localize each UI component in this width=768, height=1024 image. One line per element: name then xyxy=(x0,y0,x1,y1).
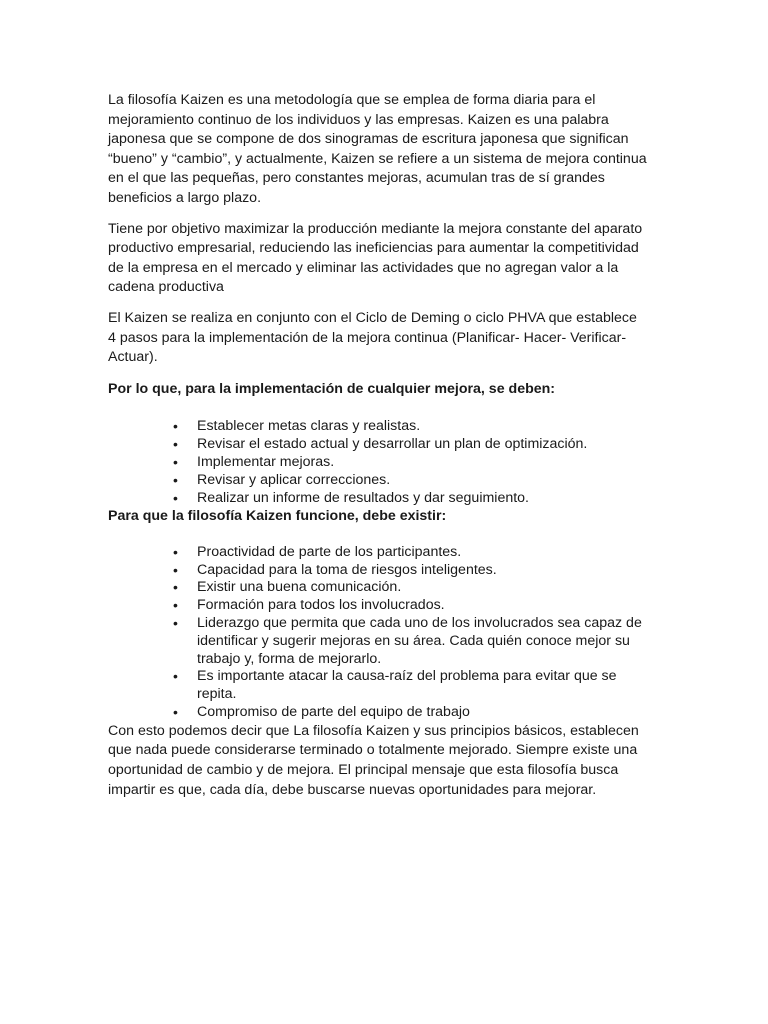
deming-cycle-paragraph: El Kaizen se realiza en conjunto con el Ciclo de Deming o ciclo PHVA que establece 4 pasos para la implementación de la mejora continua (Planificar- Hacer- Verificar- Actuar). xyxy=(108,309,637,366)
list-item-text: Formación para todos los involucrados. xyxy=(197,597,445,614)
list-item-text: Implementar mejoras. xyxy=(197,453,335,470)
intro-paragraph: La filosofía Kaizen es una metodología que se emplea de forma diaria para el mejoramiento continuo de los individuos y las empresas. Kaizen es una palabra japonesa que se compone de dos sinogramas de escritura japonesa que significan “bueno” y “cambio”, y actualmente, Kaizen se refiere a un sistema de mejora continua en el que las pequeñas, pero constantes mejoras, acumulan tras de sí grandes beneficios a largo plazo. xyxy=(108,92,647,206)
requirements-list xyxy=(108,544,648,722)
bullet-icon: • xyxy=(173,579,178,596)
list-item-text: Establecer metas claras y realistas. xyxy=(197,418,421,435)
list-item xyxy=(173,668,648,704)
bullet-icon: • xyxy=(173,436,178,453)
list-item-text: Revisar el estado actual y desarrollar un plan de optimización. xyxy=(197,436,588,453)
list-item xyxy=(173,561,648,580)
list-item xyxy=(173,489,648,508)
list-item-text: Compromiso de parte del equipo de trabajo xyxy=(197,704,470,721)
list-item-text: Liderazgo que permita que cada uno de los involucrados sea capaz de identificar y sugerir mejoras en su área. Cada quién conoce mejor su trabajo y, forma de mejorarlo. xyxy=(197,615,642,667)
implementation-heading: Por lo que, para la implementación de cualquier mejora, se deben: xyxy=(108,380,556,397)
list-item xyxy=(173,543,648,562)
bullet-icon: • xyxy=(173,453,178,470)
bullet-icon: • xyxy=(173,615,178,632)
list-item xyxy=(173,704,648,722)
list-item-text: Realizar un informe de resultados y dar seguimiento. xyxy=(197,489,529,506)
list-item-text: Es importante atacar la causa-raíz del problema para evitar que se repita. xyxy=(197,668,617,703)
list-item xyxy=(173,453,648,472)
list-item xyxy=(173,597,648,615)
bullet-icon: • xyxy=(173,561,178,578)
list-item-text: Revisar y aplicar correcciones. xyxy=(197,471,391,488)
list-item xyxy=(173,579,648,597)
list-item-text: Existir una buena comunicación. xyxy=(197,579,402,596)
list-item-text: Proactividad de parte de los participantes. xyxy=(197,543,462,560)
bullet-icon: • xyxy=(173,489,178,506)
implementation-steps-list xyxy=(108,418,648,507)
bullet-icon: • xyxy=(173,668,178,685)
requirements-heading: Para que la filosofía Kaizen funcione, debe existir: xyxy=(108,508,447,525)
objective-paragraph: Tiene por objetivo maximizar la producción mediante la mejora constante del aparato productivo empresarial, reduciendo las ineficiencias para aumentar la competitividad de la empresa en el mercado y eliminar las actividades que no agregan valor a la cadena productiva xyxy=(108,220,643,296)
conclusion-paragraph: Con esto podemos decir que La filosofía Kaizen y sus principios básicos, establecen que nada puede considerarse terminado o totalmente mejorado. Siempre existe una oportunidad de cambio y de mejora. El principal mensaje que esta filosofía busca impartir es que, cada día, debe buscarse nuevas oportunidades para mejorar. xyxy=(108,722,639,798)
list-item xyxy=(173,436,648,454)
list-item xyxy=(173,471,648,490)
list-item xyxy=(173,615,648,668)
document-page xyxy=(108,91,648,800)
bullet-icon: • xyxy=(173,704,178,721)
list-item xyxy=(173,418,648,436)
bullet-icon: • xyxy=(173,418,178,435)
bullet-icon: • xyxy=(173,597,178,614)
list-item-text: Capacidad para la toma de riesgos inteligentes. xyxy=(197,561,497,578)
bullet-icon: • xyxy=(173,543,178,560)
bullet-icon: • xyxy=(173,471,178,488)
